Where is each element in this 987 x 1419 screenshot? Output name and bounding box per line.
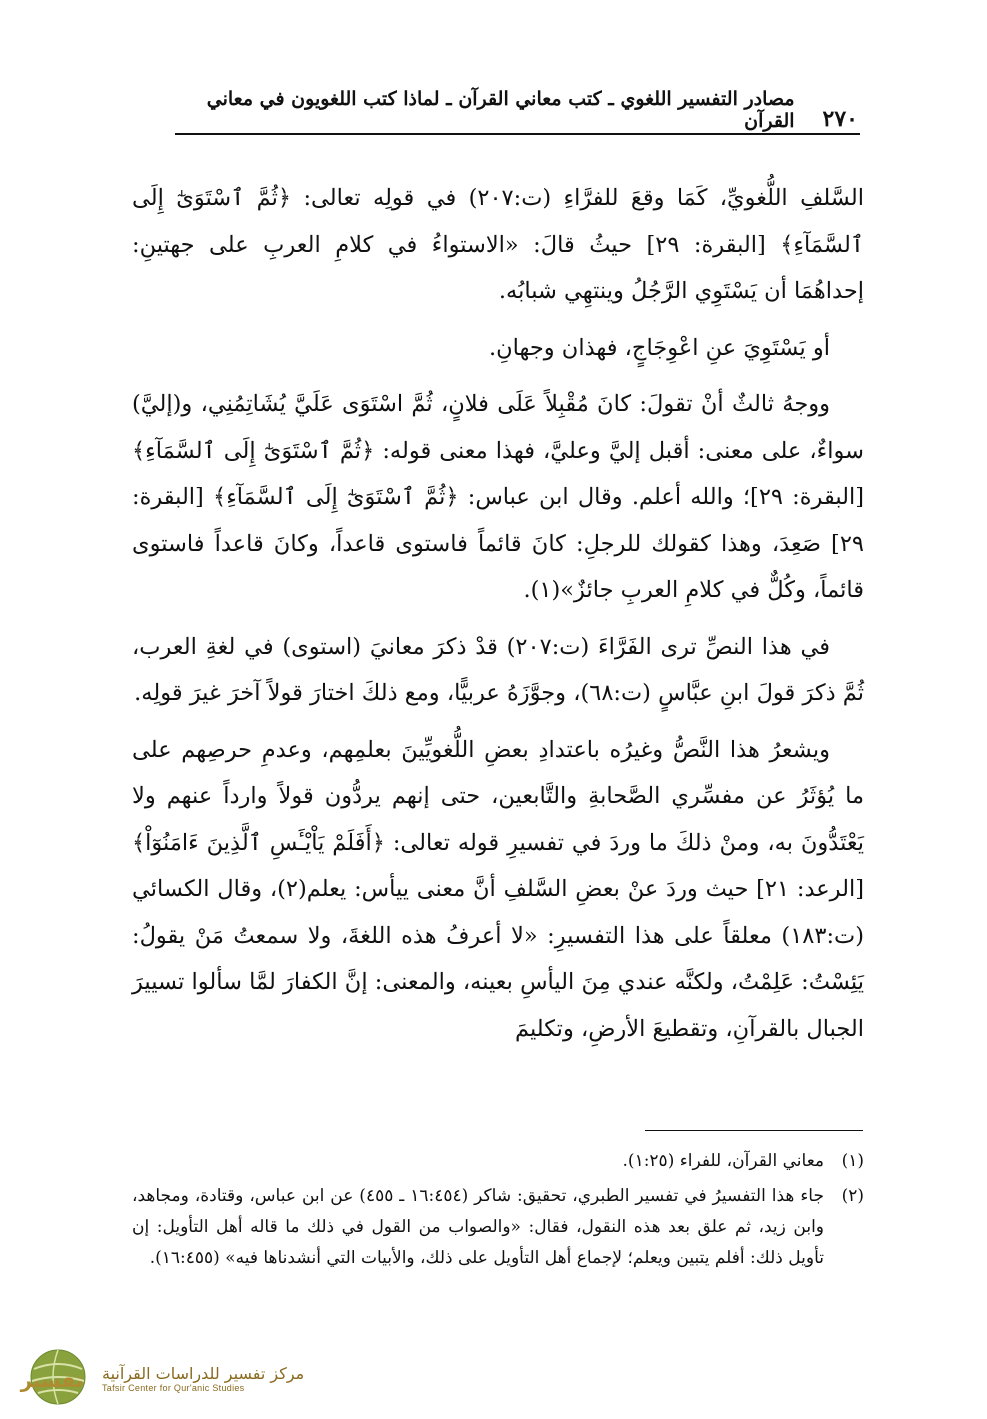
paragraph: السَّلفِ اللُّغويِّ، كَمَا وقعَ للفرَّاءِ (ت:٢٠٧) في قولِه تعالى: ﴿ثُمَّ ٱسْتَوَىٰٓ إِلَى ٱلسَّمَآءِ﴾ [البقرة: ٢٩] حيثُ قالَ: «الاستواءُ في كلامِ العربِ على جهتينِ: إحداهُمَا أن يَسْتَوِي الرَّجُلُ وينتهِي شبابُه. xyxy=(132,185,864,304)
footnote xyxy=(132,1181,864,1274)
logo-arabic-name: مركز تفسير للدراسات القرآنية xyxy=(102,1363,305,1383)
running-header xyxy=(178,88,858,132)
footnote xyxy=(132,1146,864,1177)
footnotes xyxy=(132,1146,864,1278)
footnote-number: (٢) xyxy=(841,1186,864,1206)
footnote-text: معاني القرآن، للفراء (١:٢٥). xyxy=(622,1151,824,1171)
paragraph: ويشعرُ هذا النَّصُّ وغيرُه باعتدادِ بعضِ اللُّغويِّينَ بعلمِهم، وعدمِ حرصِهم على ما يُؤثَرُ عن مفسِّري الصَّحابةِ والتَّابعين، حتى إنهم يردُّون قولاً وارداً عنهم ولا يَعْتَدُّونَ به، ومنْ ذلكَ ما وردَ في تفسيرِ قوله تعالى: ﴿أَفَلَمْ يَاْيْـَٔسِ ٱلَّذِينَ ءَامَنُوٓاْ﴾ [الرعد: ٢١] حيث وردَ عنْ بعضِ السَّلفِ أنَّ معنى ييأس: يعلم(٢)، وقال الكسائي (ت:١٨٣) معلقاً على هذا التفسيرِ: «لا أعرفُ هذه اللغةَ، ولا سمعتُ مَنْ يقولُ: يَئِسْتُ: عَلِمْتُ، ولكنَّه عندي مِنَ اليأسِ بعينه، والمعنى: إنَّ الكفارَ لمَّا سألوا تسييرَ الجبال بالقرآنِ، وتقطيعَ الأرضِ، وتكليمَ xyxy=(132,736,864,1042)
paragraph: أو يَسْتَوِيَ عنِ اعْوِجَاجٍ، فهذان وجهانِ. xyxy=(488,334,830,361)
header-title: مصادر التفسير اللغوي ـ كتب معاني القرآن ـ لماذا كتب اللغويون في معاني القرآن xyxy=(206,88,795,132)
main-text xyxy=(132,175,864,1062)
footnote-rule xyxy=(645,1130,863,1131)
logo-text xyxy=(102,1364,304,1393)
logo-english-name: Tafsir Center for Qur'anic Studies xyxy=(102,1382,245,1393)
paragraph: ووجهُ ثالثٌ أنْ تقولَ: كانَ مُقْبِلاً عَلَى فلانٍ، ثُمَّ اسْتَوَى عَلَيَّ يُشَاتِمُنِي، و(إليَّ) سواءٌ، على معنى: أقبل إليَّ وعليَّ، فهذا معنى قوله: ﴿ثُمَّ ٱسْتَوَىٰٓ إِلَى ٱلسَّمَآءِ﴾ [البقرة: ٢٩]؛ والله أعلم. وقال ابن عباس: ﴿ثُمَّ ٱسْتَوَىٰٓ إِلَى ٱلسَّمَآءِ﴾ [البقرة: ٢٩] صَعِدَ، وهذا كقولك للرجلِ: كانَ قائماً فاستوى قاعداً، وكانَ قاعداً فاستوى قائماً، وكُلٌّ في كلامِ العربِ جائزٌ»(١). xyxy=(132,391,865,603)
paragraph: في هذا النصِّ ترى الفَرَّاءَ (ت:٢٠٧) قدْ ذكرَ معانيَ (استوى) في لغةِ العرب، ثُمَّ ذكرَ قولَ ابنِ عبَّاسٍ (ت:٦٨)، وجوَّزَهُ عربيًّا، ومع ذلكَ اختارَ قولاً آخرَ غيرَ قولِه. xyxy=(132,633,864,706)
logo-mark-text: تفسير xyxy=(20,1368,84,1392)
publisher-logo xyxy=(8,1345,308,1411)
globe-logo-icon xyxy=(8,1347,98,1409)
page-number: ٢٧٠ xyxy=(822,106,858,132)
footnote-number: (١) xyxy=(841,1151,864,1171)
header-rule xyxy=(175,133,860,135)
footnote-text: جاء هذا التفسيرُ في تفسير الطبري، تحقيق: شاكر (١٦:٤٥٤ ـ ٤٥٥) عن ابن عباس، وقتادة، ومجاهد، وابن زيد، ثم علق بعد هذه النقول، فقال: «والصواب من القول في ذلك ما قاله أهل التأويل: إن تأويل ذلك: أفلم يتبين ويعلم؛ لإجماع أهل التأويل على ذلك، والأبيات التي أنشدناها فيه» (١٦:٤٥٥). xyxy=(132,1186,824,1268)
